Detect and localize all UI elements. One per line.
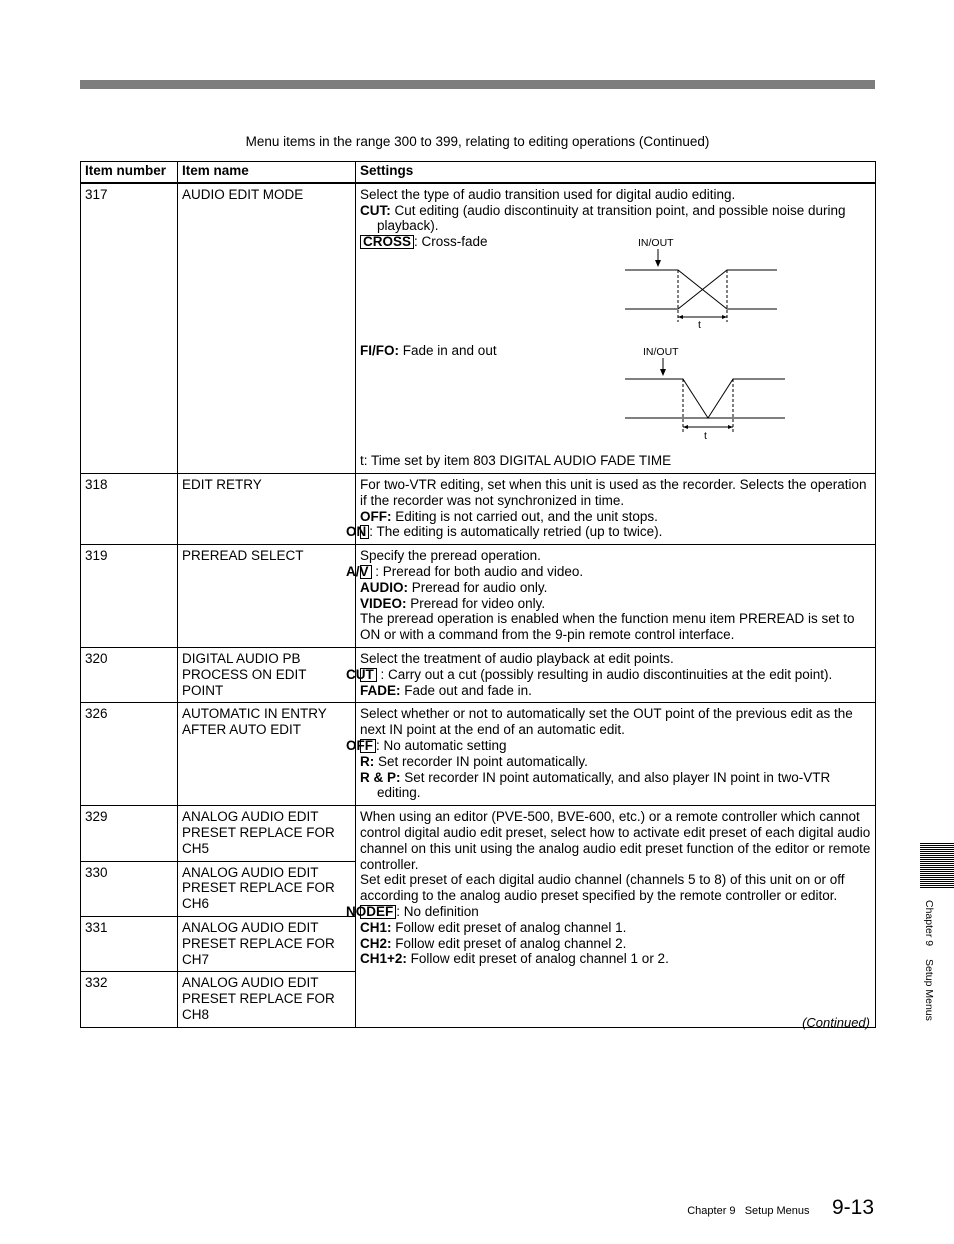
default-mark: OFF	[360, 739, 376, 753]
item-settings	[346, 647, 876, 702]
item-settings	[346, 806, 876, 1028]
option-off: OFF : No automatic setting	[346, 737, 507, 753]
item-name: ANALOG AUDIO EDIT PRESET REPLACE FOR CH6	[178, 861, 356, 916]
table-caption: Menu items in the range 300 to 399, relating to editing operations (Continued)	[245, 134, 710, 149]
option-r-and-p: R & P: Set recorder IN point automatically, and also player IN point in two-VTR editing.	[360, 769, 831, 801]
settings-intro: For two-VTR editing, set when this unit is used as the recorder. Selects the operation if the recorder was not synchronized in time.	[360, 476, 867, 508]
default-mark: A/V	[360, 565, 372, 579]
item-settings	[346, 545, 876, 648]
item-name: AUDIO EDIT MODE	[178, 183, 356, 474]
settings-note: t: Time set by item 803 DIGITAL AUDIO FADE TIME	[360, 453, 672, 469]
diagram-t-label: t	[704, 430, 707, 443]
header-item-name: Item name	[178, 162, 356, 183]
footer-chapter: Chapter 9 Setup Menus	[687, 1205, 810, 1217]
item-number: 329	[81, 806, 178, 861]
item-number: 317	[81, 183, 178, 474]
item-number: 332	[81, 972, 178, 1027]
default-mark: ON	[360, 525, 369, 539]
option-fade: FADE: Fade out and fade in.	[360, 682, 532, 698]
item-settings	[346, 473, 876, 544]
table-header-row	[81, 162, 876, 183]
option-video: VIDEO: Preread for video only.	[360, 595, 546, 611]
settings-intro: Select whether or not to automatically set the OUT point of the previous edit as the next IN point at the end of an automatic edit.	[360, 706, 853, 738]
item-name: ANALOG AUDIO EDIT PRESET REPLACE FOR CH8	[178, 972, 356, 1027]
chapter-side-tab	[923, 900, 935, 1021]
fade-in-out-diagram	[615, 343, 795, 443]
table-row	[81, 647, 876, 702]
option-av: A/V : Preread for both audio and video.	[346, 563, 584, 579]
header-rule	[80, 80, 875, 89]
option-off: OFF: Editing is not carried out, and the unit stops.	[360, 508, 658, 524]
item-name: EDIT RETRY	[178, 473, 356, 544]
option-cut: CUT : Carry out a cut (possibly resulting in audio discontinuities at the edit point).	[346, 666, 833, 682]
settings-intro: Specify the preread operation.	[360, 548, 541, 564]
page-footer	[687, 1196, 874, 1220]
item-settings	[356, 183, 876, 474]
option-nodef: NODEF : No definition	[346, 903, 479, 919]
item-number: 331	[81, 916, 178, 971]
diagram-t-label: t	[698, 319, 701, 332]
cross-fade-block	[360, 234, 871, 343]
settings-note: The preread operation is enabled when the function menu item PREREAD is set to ON or with a command from the 9-pin remote control interface.	[360, 611, 855, 643]
diagram-inout-label: IN/OUT	[638, 237, 674, 250]
table-row	[81, 703, 876, 806]
item-settings	[346, 703, 876, 806]
fade-in-out-block	[360, 343, 871, 453]
side-tab-title: Setup Menus	[923, 959, 935, 1021]
default-mark: NODEF	[360, 905, 396, 919]
item-number: 319	[81, 545, 178, 648]
table-row	[81, 473, 876, 544]
menu-items-table	[80, 161, 876, 1028]
table-row	[81, 183, 876, 474]
option-r: R: Set recorder IN point automatically.	[360, 753, 588, 769]
table-row	[81, 545, 876, 648]
item-name: PREREAD SELECT	[178, 545, 356, 648]
header-item-number: Item number	[81, 162, 178, 183]
option-audio: AUDIO: Preread for audio only.	[360, 579, 548, 595]
item-number: 326	[81, 703, 178, 806]
option-ch1-plus-2: CH1+2: Follow edit preset of analog channel 1 or 2.	[360, 951, 669, 967]
settings-intro-2: Set edit preset of each digital audio channel (channels 5 to 8) of this unit on or off according to the analog audio preset specified by the remote controller or editor.	[360, 872, 845, 904]
page-number: 9-13	[831, 1196, 874, 1219]
option-cross: CROSS : Cross-fade	[360, 234, 488, 250]
item-name: ANALOG AUDIO EDIT PRESET REPLACE FOR CH5	[178, 806, 356, 861]
item-name: ANALOG AUDIO EDIT PRESET REPLACE FOR CH7	[178, 916, 356, 971]
item-name: DIGITAL AUDIO PB PROCESS ON EDIT POINT	[178, 647, 356, 702]
header-settings: Settings	[356, 162, 876, 183]
option-ch2: CH2: Follow edit preset of analog channel 2.	[360, 935, 627, 951]
item-number: 318	[81, 473, 178, 544]
item-name: AUTOMATIC IN ENTRY AFTER AUTO EDIT	[178, 703, 356, 806]
settings-intro: Select the type of audio transition used for digital audio editing.	[360, 186, 736, 202]
settings-intro: Select the treatment of audio playback at edit points.	[360, 650, 674, 666]
chapter-tab-stripes	[920, 843, 954, 889]
side-tab-chapter: Chapter 9	[923, 900, 935, 947]
default-mark: CUT	[360, 668, 377, 682]
diagram-inout-label: IN/OUT	[643, 346, 679, 359]
option-fifo: FI/FO: Fade in and out	[360, 343, 497, 359]
item-number: 320	[81, 647, 178, 702]
table-row	[81, 806, 876, 861]
cross-fade-diagram	[615, 234, 785, 332]
option-ch1: CH1: Follow edit preset of analog channel 1.	[360, 919, 627, 935]
continued-note: (Continued)	[802, 1015, 870, 1030]
option-cut: CUT: Cut editing (audio discontinuity at transition point, and possible noise during playback).	[360, 202, 846, 234]
settings-intro: When using an editor (PVE-500, BVE-600, etc.) or a remote controller which cannot control digital audio edit preset, select how to activate edit preset of each digital audio channel on this unit using the analog audio edit preset function of the editor or remote controller.	[360, 809, 871, 872]
item-number: 330	[81, 861, 178, 916]
default-mark: CROSS	[360, 235, 414, 249]
option-on: ON : The editing is automatically retried (up to twice).	[346, 524, 663, 540]
